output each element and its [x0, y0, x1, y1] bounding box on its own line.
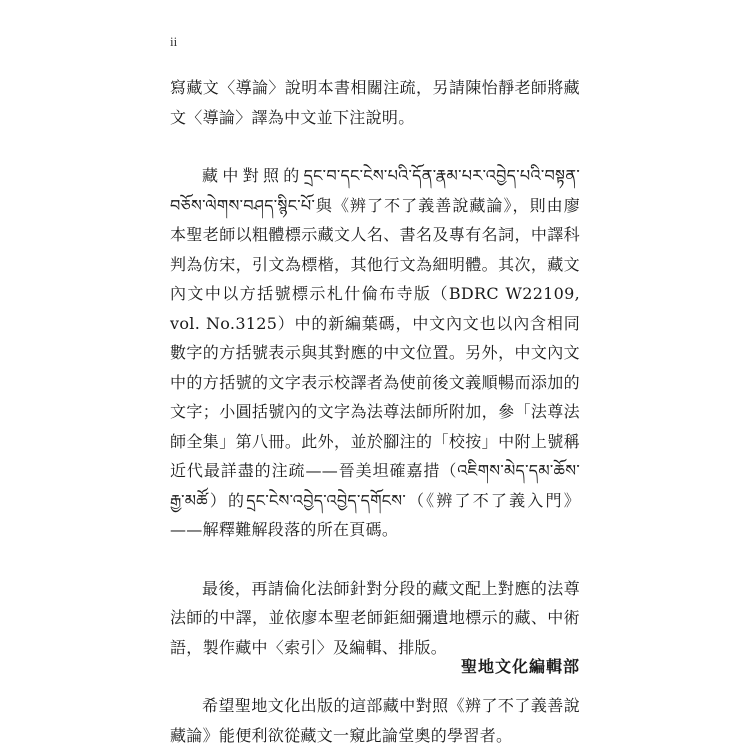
page-number: ii — [170, 34, 178, 49]
paragraph-translation-credits: 最後，再請倫化法師針對分段的藏文配上對應的法尊法師的中譯，並依廖本聖老師鉅細彌遺地標示的藏、中術語，製作藏中〈索引〉及編輯、排版。 — [170, 578, 580, 657]
body-text — [170, 73, 580, 750]
publisher-signature: 聖地文化編輯部 — [460, 657, 580, 676]
paragraph-editing-notes: 藏中對照的དྲང་བ་དང་ངེས་པའི་དོན་རྣམ་པར་འབྱེད་པའི་བསྟན་བཅོས་ལེགས་བཤད་སྙིང་པོ་與《辨了不了義善說藏論》，則由廖本聖老師以粗體標示藏文人名、書名及專有名詞，中譯科判為仿宋，引文為標楷，其他行文為細明體。其次，藏文內文中以方括號標示札什倫布寺版（BDRC W22109, vol. No.3125）中的新編葉碼，中文內文也以內含相同數字的方括號表示與其對應的中文位置。另外，中文內文中的方括號的文字表示校譯者為使前後文義順暢而添加的文字；小圓括號內的文字為法尊法師所附加，參「法尊法師全集」第八冊。此外，並於腳注的「校按」中附上號稱近代最詳盡的注疏——晉美坦確嘉措（འཇིགས་མེད་དམ་ཆོས་རྒྱ་མཚོ）的དྲང་ངེས་འབྱེད་འབྱེད་དགོངས་（《辨了不了義入門》——解釋難解段落的所在頁碼。 — [170, 166, 580, 539]
paragraph-spacer — [170, 545, 580, 574]
paragraph-intro-continued: 寫藏文〈導論〉說明本書相關注疏，另請陳怡靜老師將藏文〈導論〉譯為中文並下注說明。 — [170, 78, 580, 127]
paragraph-spacer — [170, 132, 580, 161]
paragraph-closing-wish: 希望聖地文化出版的這部藏中對照《辨了不了義善說藏論》能便利欲從藏文一窺此論堂奧的學習者。 — [170, 696, 580, 745]
